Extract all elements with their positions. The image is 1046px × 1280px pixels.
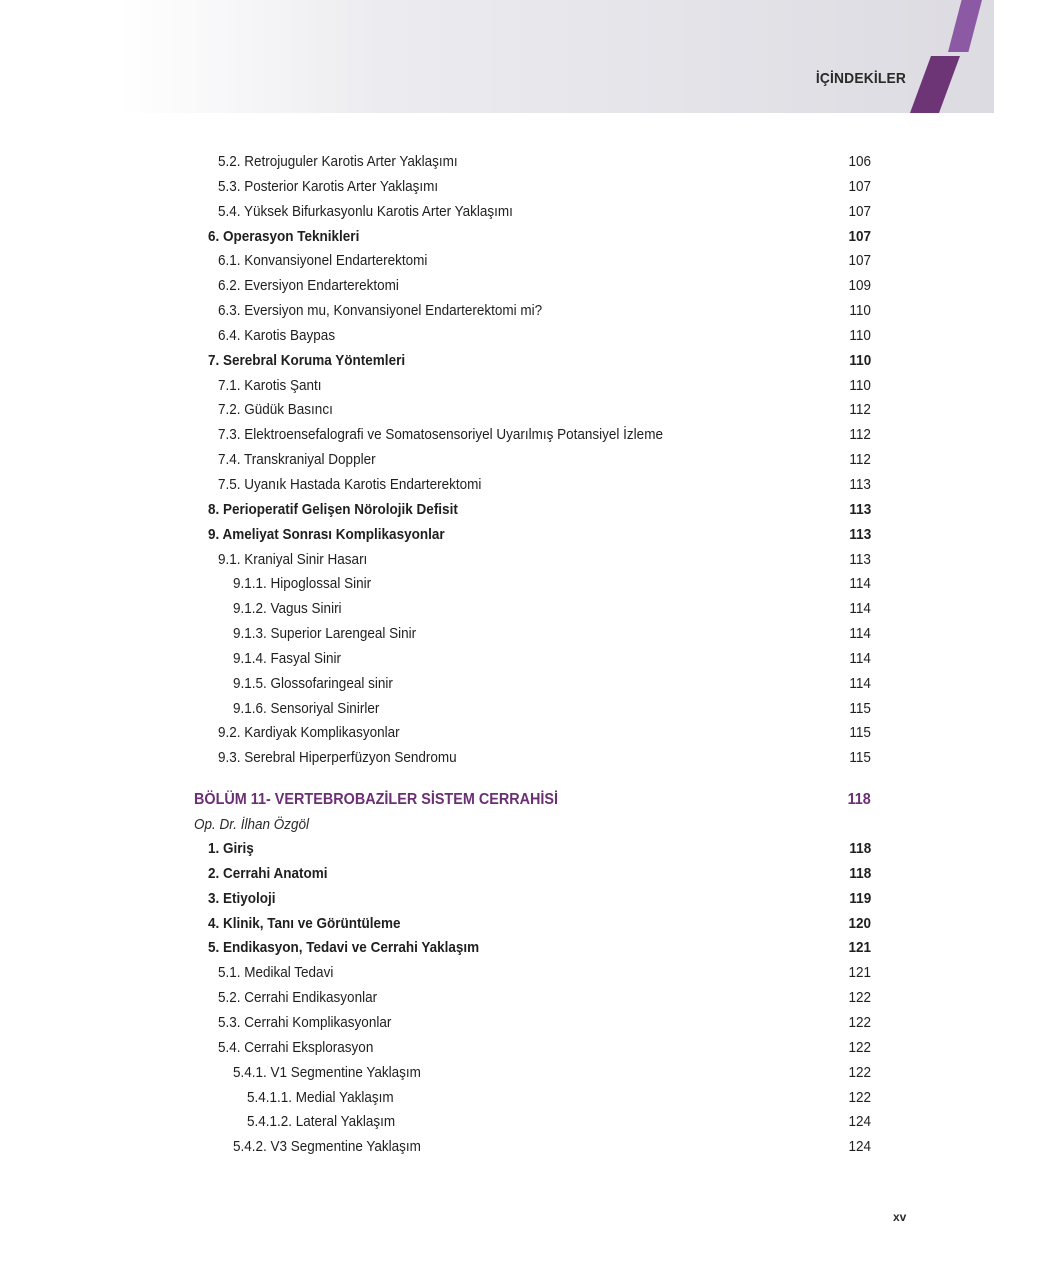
- toc-section-heading[interactable]: 3. Etiyoloji 119: [208, 889, 871, 907]
- toc-section-heading[interactable]: 2. Cerrahi Anatomi 118: [208, 864, 871, 882]
- toc-entry[interactable]: 9.2. Kardiyak Komplikasyonlar 115: [218, 724, 871, 742]
- toc-entry[interactable]: 7.2. Güdük Basıncı 112: [218, 401, 871, 419]
- toc-subentry[interactable]: 9.1.6. Sensoriyal Sinirler 115: [233, 699, 871, 717]
- toc-subentry[interactable]: 9.1.1. Hipoglossal Sinir 114: [233, 575, 871, 593]
- page-number: xv: [893, 1210, 907, 1224]
- toc-entry[interactable]: 5.1. Medikal Tedavi 121: [218, 964, 871, 982]
- toc-chapter-heading[interactable]: BÖLÜM 11- VERTEBROBAZİLER SİSTEM CERRAHİSİ 118: [194, 791, 871, 809]
- running-header-title: İÇİNDEKİLER: [815, 70, 906, 87]
- toc-subentry[interactable]: 9.1.5. Glossofaringeal sinir 114: [233, 674, 871, 692]
- header-band: [120, 0, 994, 113]
- toc-entry[interactable]: 5.2. Retrojuguler Karotis Arter Yaklaşımı 106: [218, 153, 871, 170]
- toc-entry[interactable]: 6.4. Karotis Baypas 110: [218, 326, 871, 344]
- toc-section-heading[interactable]: 8. Perioperatif Gelişen Nörolojik Defisit 113: [208, 500, 871, 518]
- toc-entry[interactable]: 5.3. Cerrahi Komplikasyonlar 122: [218, 1014, 871, 1031]
- toc-entry[interactable]: 6.1. Konvansiyonel Endarterektomi 107: [218, 252, 871, 270]
- toc-section-heading[interactable]: 5. Endikasyon, Tedavi ve Cerrahi Yaklaşım 121: [208, 939, 871, 957]
- toc-subsubentry[interactable]: 5.4.1.1. Medial Yaklaşım 122: [247, 1088, 871, 1106]
- toc-entry[interactable]: 7.5. Uyanık Hastada Karotis Endarterektomi 113: [218, 475, 871, 493]
- toc-entry[interactable]: 9.1. Kraniyal Sinir Hasarı 113: [218, 550, 871, 568]
- toc-entry[interactable]: 9.3. Serebral Hiperperfüzyon Sendromu 115: [218, 749, 871, 767]
- toc-subsubentry[interactable]: 5.4.1.2. Lateral Yaklaşım 124: [247, 1113, 871, 1131]
- toc-subentry[interactable]: 9.1.4. Fasyal Sinir 114: [233, 649, 871, 667]
- toc-entry[interactable]: 7.4. Transkraniyal Doppler 112: [218, 451, 871, 469]
- toc-subentry[interactable]: 9.1.2. Vagus Siniri 114: [233, 600, 871, 618]
- toc-section-heading[interactable]: 7. Serebral Koruma Yöntemleri 110: [208, 351, 871, 369]
- chapter-author: Op. Dr. İlhan Özgöl: [194, 816, 310, 834]
- toc-entry[interactable]: 6.3. Eversiyon mu, Konvansiyonel Endarterektomi mi? 110: [218, 302, 871, 320]
- toc-section-heading[interactable]: 6. Operasyon Teknikleri 107: [208, 227, 871, 245]
- toc-subentry[interactable]: 5.4.1. V1 Segmentine Yaklaşım 122: [233, 1063, 871, 1081]
- toc-section-heading[interactable]: 1. Giriş 118: [208, 840, 871, 858]
- toc-entry[interactable]: 7.3. Elektroensefalografi ve Somatosensoriyel Uyarılmış Potansiyel İzleme 112: [218, 426, 871, 444]
- toc-subentry[interactable]: 5.4.2. V3 Segmentine Yaklaşım 124: [233, 1138, 871, 1156]
- toc-entry[interactable]: 6.2. Eversiyon Endarterektomi 109: [218, 277, 871, 295]
- toc-entry[interactable]: 5.4. Cerrahi Eksplorasyon 122: [218, 1038, 871, 1056]
- toc-entry[interactable]: 7.1. Karotis Şantı 110: [218, 376, 871, 394]
- toc-entry[interactable]: 5.2. Cerrahi Endikasyonlar 122: [218, 989, 871, 1007]
- toc-section-heading[interactable]: 4. Klinik, Tanı ve Görüntüleme 120: [208, 914, 871, 932]
- table-of-contents: [194, 150, 871, 1160]
- toc-subentry[interactable]: 9.1.3. Superior Larengeal Sinir 114: [233, 625, 871, 643]
- toc-entry[interactable]: 5.4. Yüksek Bifurkasyonlu Karotis Arter Yaklaşımı 107: [218, 202, 871, 220]
- toc-entry[interactable]: 5.3. Posterior Karotis Arter Yaklaşımı 107: [218, 177, 871, 195]
- toc-section-heading[interactable]: 9. Ameliyat Sonrası Komplikasyonlar 113: [208, 525, 871, 543]
